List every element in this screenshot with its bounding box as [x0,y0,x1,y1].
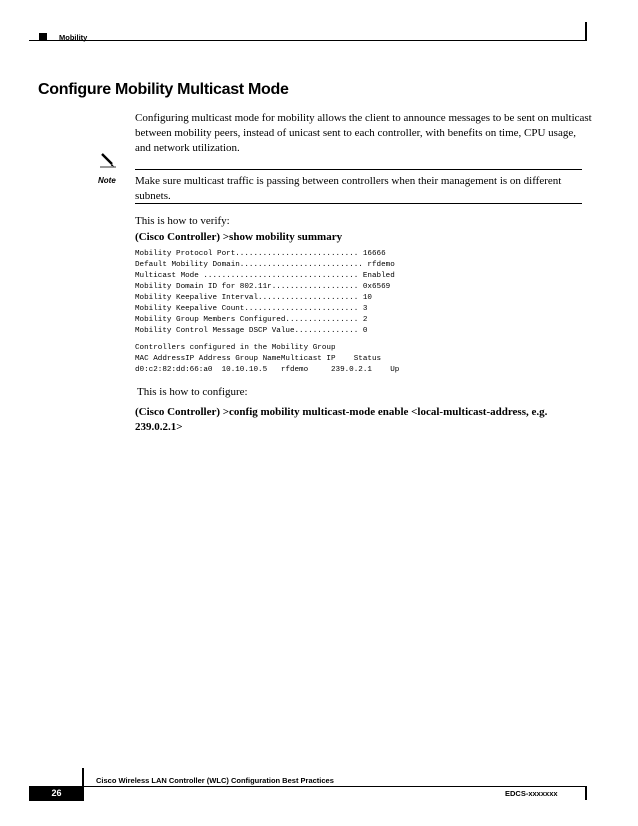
footer-doc-title: Cisco Wireless LAN Controller (WLC) Configuration Best Practices [96,776,334,785]
output-line: Mobility Domain ID for 802.11r................... 0x6569 [135,283,391,291]
verify-intro: This is how to verify: [135,215,230,227]
footer-rule [29,786,586,787]
section-label: Mobility [59,33,88,42]
verify-command: (Cisco Controller) >show mobility summary [135,231,343,243]
configure-command: (Cisco Controller) >config mobility multicast-mode enable <local-multicast-address, e.g. 239.0.2.1> [135,406,548,433]
controllers-line: Controllers configured in the Mobility Group [135,344,336,352]
doc-id: EDCS-xxxxxxx [505,789,558,798]
configure-intro: This is how to configure: [137,386,248,398]
output-line: Mobility Protocol Port........................... 16666 [135,250,386,258]
header-vertical-bar [585,22,587,41]
note-top-rule [135,169,582,170]
note-bottom-rule [135,203,582,204]
intro-paragraph: Configuring multicast mode for mobility allows the client to announce messages to be sent on multicast between mobility peers, instead of unicast sent to each controller, with benefits on time, CPU usage, and network utilization. [135,112,592,154]
output-line: Mobility Control Message DSCP Value.............. 0 [135,327,368,335]
output-line: Mobility Keepalive Count......................... 3 [135,305,368,313]
header-marker [39,33,47,41]
footer-right-bar [585,786,587,800]
output-line: Mobility Group Members Configured................ 2 [135,316,368,324]
note-label: Note [98,176,116,185]
output-line: Multicast Mode .................................. Enabled [135,272,395,280]
pencil-icon [98,152,118,168]
output-line: Default Mobility Domain........................... rfdemo [135,261,395,269]
header-rule [29,40,586,41]
footer-vertical-bar [82,768,84,787]
controllers-line: d0:c2:82:dd:66:a0 10.10.10.5 rfdemo 239.0.2.1 Up [135,366,400,374]
page-number: 26 [29,786,84,801]
note-text: Make sure multicast traffic is passing between controllers when their management is on different subnets. [135,175,562,202]
output-line: Mobility Keepalive Interval...................... 10 [135,294,372,302]
page-title: Configure Mobility Multicast Mode [38,81,289,98]
controllers-line: MAC AddressIP Address Group NameMulticast IP Status [135,355,382,363]
